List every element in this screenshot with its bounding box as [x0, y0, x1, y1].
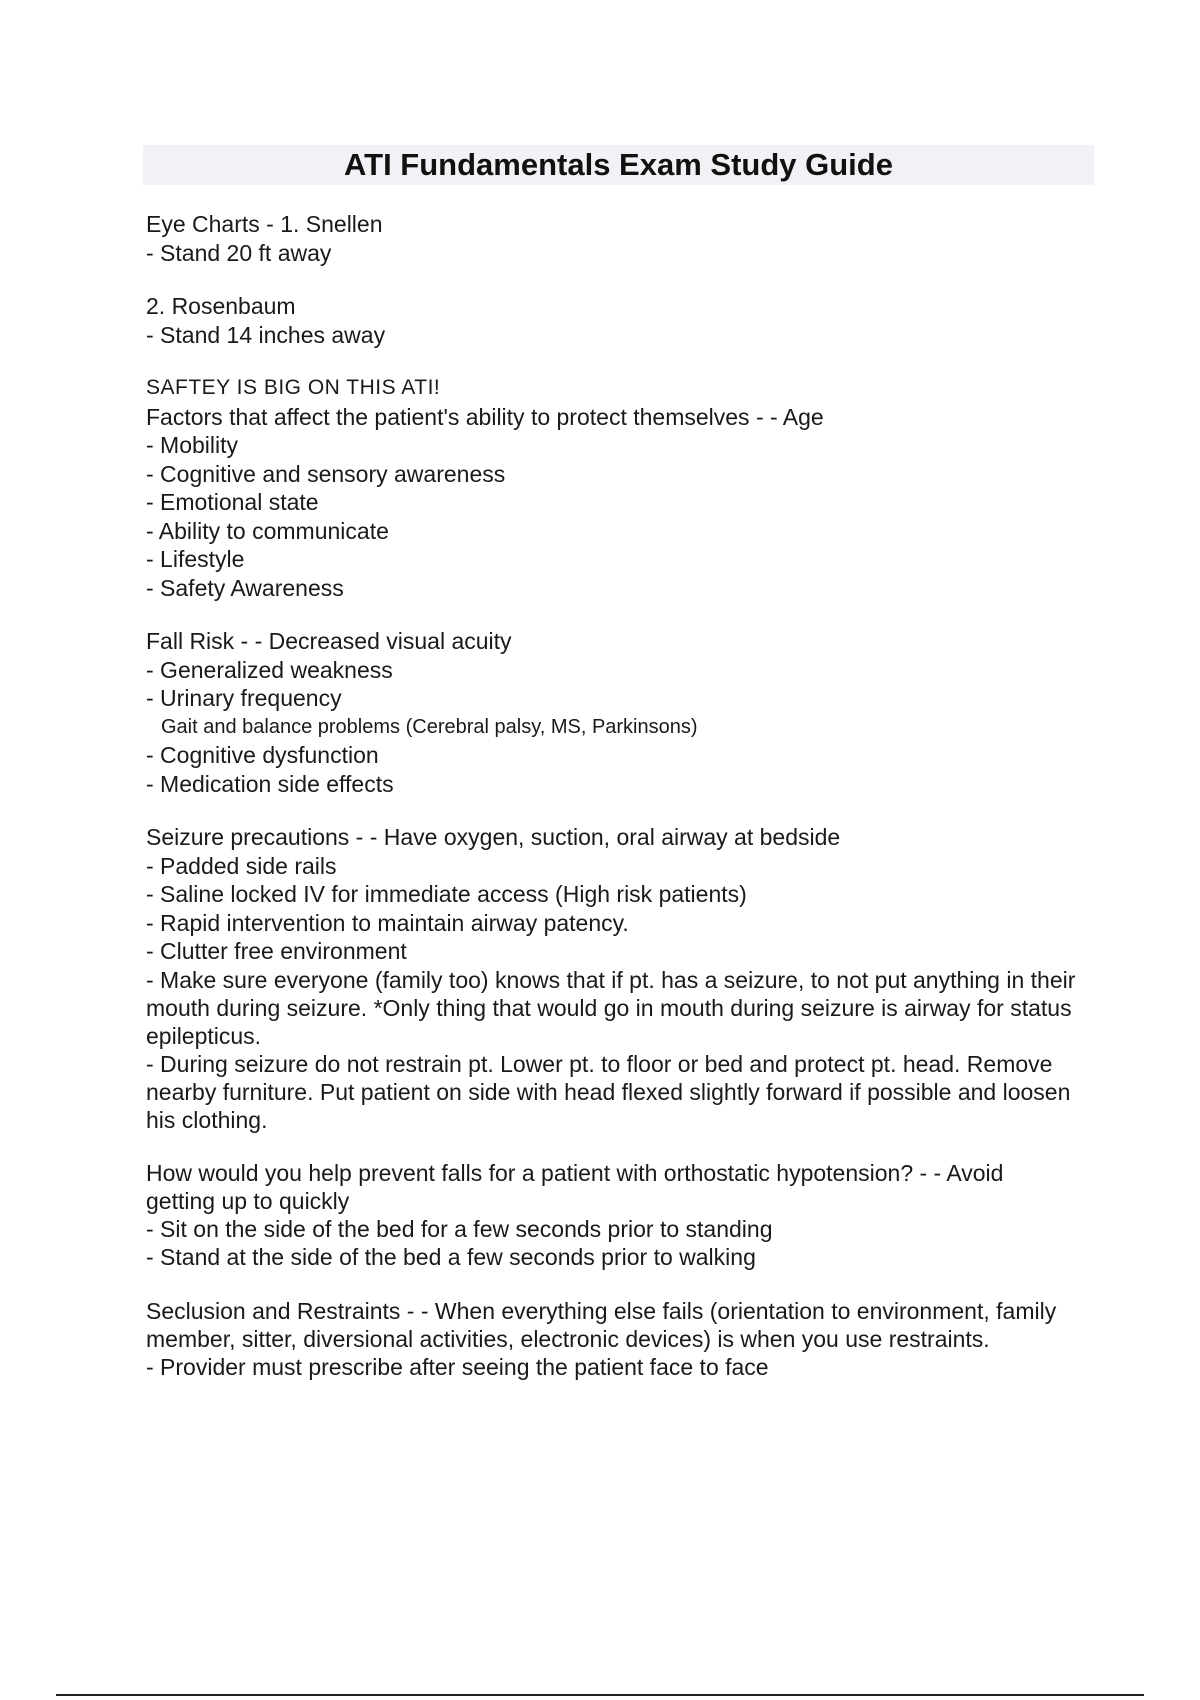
- text-line: - Cognitive and sensory awareness: [146, 460, 506, 487]
- section-safety-factors: [146, 374, 1076, 602]
- section-eye-charts-rosenbaum: [146, 292, 1076, 349]
- text-paragraph: - Make sure everyone (family too) knows that if pt. has a seizure, to not put anything in their mouth during seizure. *Only thing that would go in mouth during seizure is airway for status epilepticus.: [146, 966, 1076, 1049]
- text-line: - Mobility: [146, 432, 239, 458]
- text-line: Factors that affect the patient's ability to protect themselves - - Age: [146, 403, 824, 430]
- text-paragraph: How would you help prevent falls for a patient with orthostatic hypotension? - - Avoid getting up to quickly: [146, 1159, 1004, 1214]
- text-line: 2. Rosenbaum: [146, 293, 296, 319]
- text-line: - Cognitive dysfunction: [146, 742, 379, 768]
- section-seclusion-restraints: [146, 1297, 1076, 1382]
- text-line: - Lifestyle: [146, 546, 245, 572]
- text-line: - Sit on the side of the bed for a few seconds prior to standing: [146, 1215, 773, 1242]
- text-line: - Clutter free environment: [146, 938, 407, 964]
- page-title: ATI Fundamentals Exam Study Guide: [344, 147, 893, 182]
- text-line: - Stand 20 ft away: [146, 239, 332, 266]
- text-line: - Provider must prescribe after seeing the patient face to face: [146, 1353, 769, 1380]
- footer-divider: [56, 1694, 1144, 1696]
- section-orthostatic-hypotension: [146, 1159, 1076, 1272]
- text-line: Eye Charts - 1. Snellen: [146, 211, 383, 237]
- text-line: - Padded side rails: [146, 852, 337, 879]
- text-line: - Urinary frequency: [146, 685, 342, 711]
- text-line: - Stand at the side of the bed a few seconds prior to walking: [146, 1244, 756, 1270]
- text-line: - Saline locked IV for immediate access (High risk patients): [146, 881, 747, 907]
- text-line: - Emotional state: [146, 489, 319, 515]
- text-line: - Stand 14 inches away: [146, 321, 386, 348]
- section-fall-risk: [146, 627, 1076, 798]
- text-paragraph: Seclusion and Restraints - - When everything else fails (orientation to environment, family member, sitter, diversional activities, electronic devices) is when you use restraints.: [146, 1297, 1057, 1352]
- text-line: Fall Risk - - Decreased visual acuity: [146, 628, 512, 654]
- text-paragraph: - During seizure do not restrain pt. Lower pt. to floor or bed and protect pt. head. Remove nearby furniture. Put patient on side with head flexed slightly forward if possible and loosen his clothing.: [146, 1050, 1071, 1133]
- text-line: - Generalized weakness: [146, 656, 393, 683]
- text-line: - Medication side effects: [146, 770, 394, 797]
- text-line: Gait and balance problems (Cerebral palsy, MS, Parkinsons): [161, 715, 698, 738]
- text-line: - Ability to communicate: [146, 517, 389, 544]
- text-line: - Rapid intervention to maintain airway patency.: [146, 909, 629, 936]
- document-body: [146, 210, 1076, 1381]
- section-seizure-precautions: [146, 823, 1076, 1134]
- section-eye-charts-snellen: [146, 210, 1076, 267]
- text-line: Seizure precautions - - Have oxygen, suction, oral airway at bedside: [146, 824, 841, 850]
- safety-note: SAFTEY IS BIG ON THIS ATI!: [146, 376, 441, 399]
- text-line: - Safety Awareness: [146, 574, 344, 601]
